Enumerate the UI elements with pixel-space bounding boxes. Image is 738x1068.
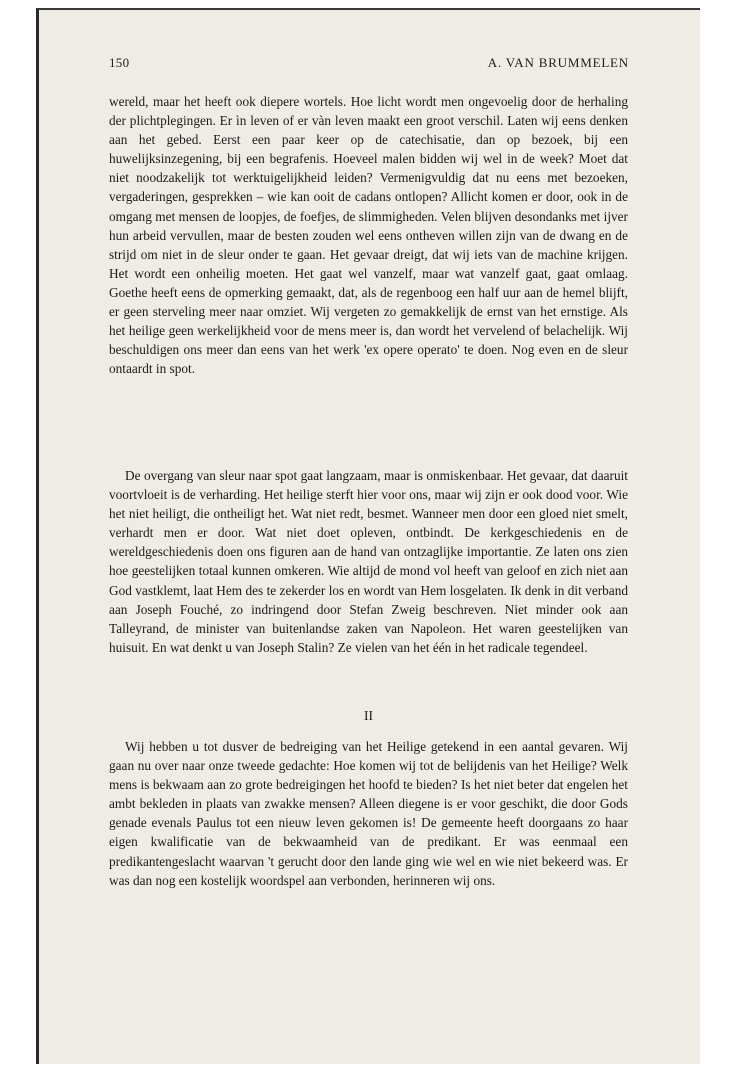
paragraph-2-block bbox=[109, 466, 628, 657]
paragraph-1-block bbox=[109, 92, 628, 378]
paragraph-3: Wij hebben u tot dusver de bedreiging van het Heilige getekend in een aantal gevaren. Wij gaan nu over naar onze tweede gedachte: Hoe komen wij tot de belijdenis van het Heilige? Welk mens is bekwaam aan zo grote bedreigingen het hoofd te bieden? Is het niet beter dat engelen het ambt bekleden in plaats van zwakke mensen? Alleen diegene is er voor geschikt, die door Gods genade evenals Paulus tot een nieuw leven gekomen is! De gemeente heeft doorgaans zo haar eigen kwalificatie van de bekwaamheid van de predikant. Er was eenmaal een predikantengeslacht waarvan 't gerucht door den lande ging wie wel en wie niet bekeerd was. Er was dan nog een kostelijk woordspel aan verbonden, herinneren wij ons. bbox=[109, 739, 628, 888]
running-head-author: A. VAN BRUMMELEN bbox=[487, 55, 629, 70]
section-heading: II bbox=[364, 708, 373, 723]
paragraph-3-block bbox=[109, 737, 628, 890]
page-number: 150 bbox=[109, 55, 130, 70]
paragraph-2: De overgang van sleur naar spot gaat langzaam, maar is onmiskenbaar. Het gevaar, dat daaruit voortvloeit is de verharding. Het heilige sterft hier voor ons, maar wij zijn er ook dood voor. Wie het niet heiligt, die ontheiligt het. Wat niet redt, besmet. Wanneer men door een gloed niet smelt, verhardt men er door. Wat niet doet opleven, ontbindt. De kerkgeschiedenis en de wereldgeschiedenis doen ons figuren aan de hand van ontzaglijke importantie. Ze laten ons zien hoe geestelijken totaal kunnen omkeren. Wie altijd de mond vol heeft van geloof en zich niet aan God vastklemt, laat Hem des te zekerder los en wordt van Hem losgelaten. Ik denk in dit verband aan Joseph Fouché, zo indringend door Stefan Zweig beschreven. Niet minder ook aan Talleyrand, de minister van buitenlandse zaken van Napoleon. Het waren geestelijken van huisuit. En wat denkt u van Joseph Stalin? Ze vielen van het één in het radicale tegendeel. bbox=[109, 468, 628, 655]
paragraph-1: wereld, maar het heeft ook diepere wortels. Hoe licht wordt men ongevoelig door de herhaling der plichtplegingen. Er ìn leven of er vàn leven maakt een groot verschil. Laten wij eens denken aan het gebed. Eerst een paar keer op de catechisatie, dan op bezoek, bij een huwelijksinzegening, bij een begrafenis. Hoeveel malen bidden wij wel in de week? Moet dat niet noodzakelijk tot werktuigelijkheid leiden? Vermenigvuldig dat nu eens met bezoeken, vergaderingen, gesprekken – wie kan ooit de cadans ontlopen? Allicht komen er door, ook in de omgang met mensen de loopjes, de foefjes, de slimmigheden. Velen blijven desondanks met ijver hun arbeid vervullen, maar de besten zouden wel eens ontheven willen zijn van de dwang en de strijd om niet in de sleur onder te gaan. Het gevaar dreigt, dat wij iets van de machine krijgen. Het wordt een onheilig moeten. Het gaat wel vanzelf, maar wat vanzelf gaat, gaat omlaag. Goethe heeft eens de opmerking gemaakt, dat, als de regenboog een half uur aan de hemel blijft, er geen sterveling meer naar omziet. Wij vergeten zo gemakkelijk de ernst van het ernstige. Als het heilige geen werkelijkheid voor de mens meer is, dan wordt het vervelend of belachelijk. Wij beschuldigen ons meer dan eens van het werk 'ex opere operato' te doen. Nog even en de sleur ontaardt in spot. bbox=[109, 94, 628, 377]
